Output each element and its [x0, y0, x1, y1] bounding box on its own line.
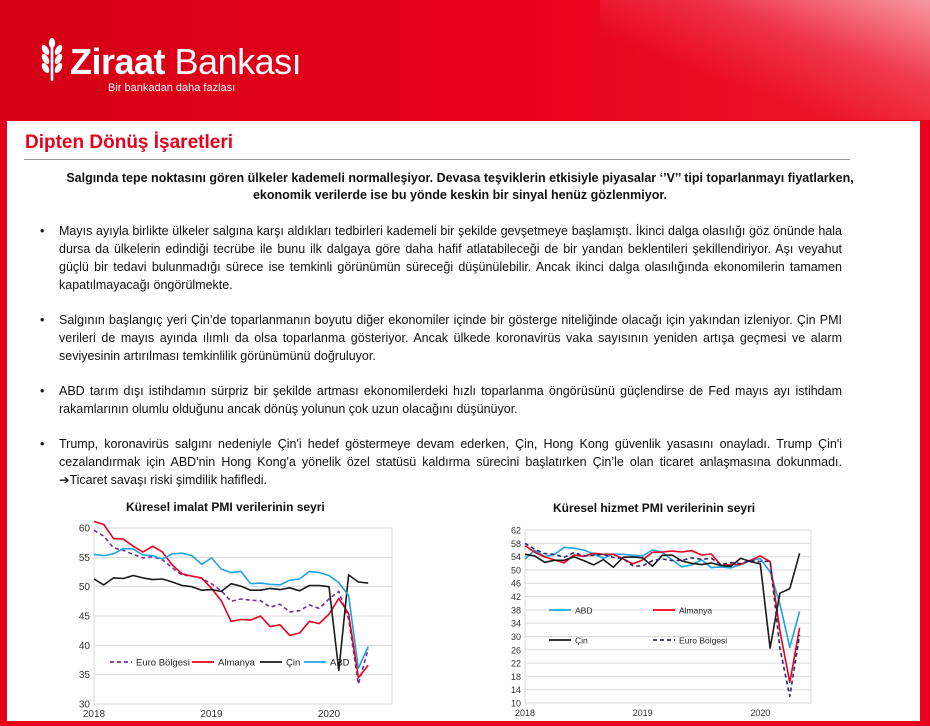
y-tick-label: 18 [510, 671, 521, 682]
legend-label: Çin [575, 635, 588, 646]
y-tick-label: 10 [510, 698, 521, 709]
chart-title-manufacturing: Küresel imalat PMI verilerinin seyri [126, 500, 325, 514]
y-tick-label: 35 [78, 670, 90, 682]
chart-title-services: Küresel hizmet PMI verilerinin seyri [553, 501, 756, 515]
brand-logo [38, 38, 66, 82]
bullet-list [40, 222, 842, 506]
x-tick-label: 2018 [82, 709, 106, 720]
services-pmi-svg [505, 524, 819, 719]
manufacturing-pmi-chart [70, 520, 400, 720]
y-tick-label: 50 [78, 582, 90, 594]
manufacturing-pmi-svg [70, 520, 400, 720]
services-pmi-chart [505, 524, 819, 719]
y-tick-label: 46 [510, 578, 521, 589]
x-tick-label: 2019 [632, 708, 653, 718]
x-tick-label: 2020 [317, 709, 341, 720]
y-tick-label: 45 [78, 611, 90, 623]
page-title: Dipten Dönüş İşaretleri [25, 132, 233, 153]
brand-name-bold: Ziraat [70, 41, 166, 82]
y-tick-label: 38 [510, 605, 521, 616]
y-tick-label: 42 [510, 592, 521, 603]
header-highlight [600, 0, 930, 120]
y-tick-label: 58 [510, 538, 521, 549]
y-tick-label: 30 [510, 631, 521, 642]
brand-name [70, 41, 302, 82]
title-divider [24, 159, 850, 160]
bullet-item: • Salgının başlangıç yeri Çin’de toparlanmanın boyutu diğer ekonomiler içinde bir gösterge niteliğinde olacağı için yakından izleniyor. Çin PMI verileri de mayıs ayında ılımlı da olsa toparlanma gösteriyor. Ancak ülkede koronavirüs vaka sayısının yeniden artışa geçmesi ve alarm seviyesinin artırılması temkinlilik görünümünü doğruluyor. [40, 311, 842, 365]
bullet-item: • Trump, koronavirüs salgını nedeniyle Çin'i hedef göstermeye devam ederken, Çin, Hong Kong güvenlik yasasını onayladı. Trump Çin'i cezalandırmak için ABD'nin Hong Kong'a yönelik özel statüsü kaldırma sürecini başlatırken Çin’le olan ticaret anlaşmasına dokunmadı. ➔Ticaret savaşı riski şimdilik hafifledi. [40, 435, 842, 489]
legend-label: Almanya [679, 605, 713, 616]
y-tick-label: 54 [510, 552, 521, 563]
brand-tagline: Bir bankadan daha fazlası [108, 82, 236, 94]
legend-label: ABD [330, 657, 350, 669]
legend-label: Euro Bölgesi [679, 635, 728, 646]
y-tick-label: 34 [510, 618, 521, 629]
y-tick-label: 40 [78, 640, 90, 652]
summary-text: Salgında tepe noktasını gören ülkeler kademeli normalleşiyor. Devasa teşviklerin etkisiyle piyasalar ‘’V’’ tipi toparlanmayı fiyatlarken, ekonomik verilerde ise bu yönde keskin bir sinyal henüz gözlenmiyor. [66, 171, 854, 202]
legend-label: Almanya [218, 657, 255, 669]
brand-name-light: Bankası [165, 41, 302, 82]
y-tick-label: 14 [510, 685, 521, 696]
y-tick-label: 55 [78, 552, 90, 564]
y-tick-label: 50 [510, 565, 521, 576]
y-tick-label: 22 [510, 658, 521, 669]
x-tick-label: 2018 [514, 708, 536, 718]
legend-label: ABD [575, 605, 593, 616]
x-tick-label: 2019 [200, 709, 223, 720]
x-tick-label: 2020 [750, 708, 771, 718]
y-tick-label: 30 [78, 699, 90, 711]
wheat-icon [38, 38, 66, 82]
y-tick-label: 26 [510, 645, 521, 656]
bullet-item: • Mayıs ayıyla birlikte ülkeler salgına karşı aldıkları tedbirleri kademeli bir şekilde gevşetmeye başlamıştı. İkinci dalga olasılığı göz önünde hala dursa da ülkelerin edindiği tecrübe ile bunu ilk dalgaya göre daha hafif atlatabileceği de bir yandan beklentileri şekillendiriyor. Aşı veyahut güçlü bir tedavi bulunmadığı sürece ise temkinli görünümün süreceği düşünülebilir. Ancak ikinci dalga olasılığında ekonomilerin tamamen kapatılmayacağı öngörülmekte. [40, 222, 842, 294]
y-tick-label: 60 [78, 523, 90, 535]
legend-label: Çin [286, 657, 301, 669]
legend-label: Euro Bölgesi [136, 657, 190, 669]
bullet-item: • ABD tarım dışı istihdamın sürpriz bir şekilde artması ekonomilerdeki hızlı toparlanma öngörüsünü güçlendirse de Fed mayıs ayı istihdam rakamlarının olumlu olduğunu ancak dönüş yolunun çok uzun olacağını düşünüyor. [40, 382, 842, 418]
y-tick-label: 62 [510, 525, 521, 536]
